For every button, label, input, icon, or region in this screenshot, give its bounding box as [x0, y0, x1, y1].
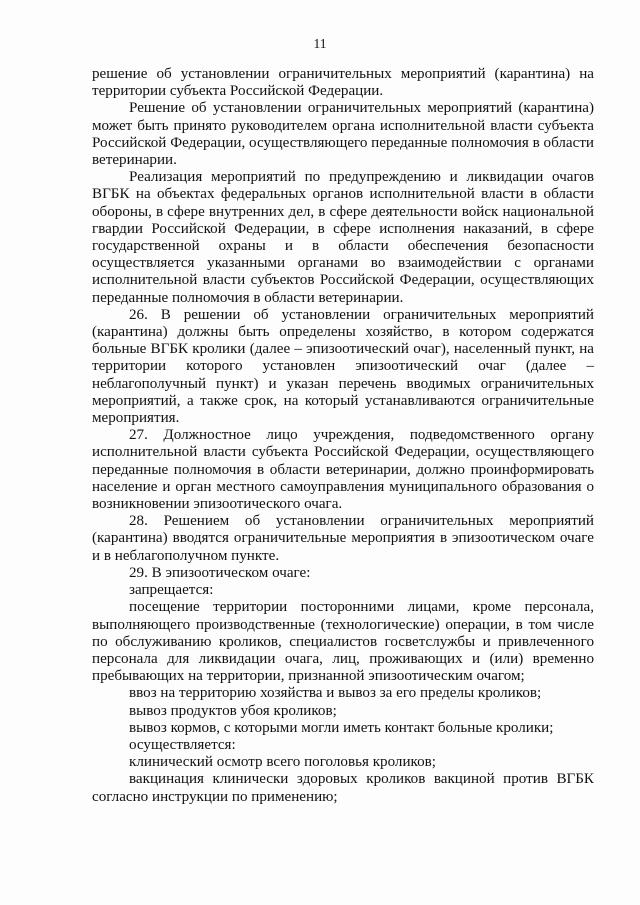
- document-body: [92, 66, 594, 806]
- paragraph: 26. В решении об установлении ограничительных мероприятий (карантина) должны быть определены хозяйство, в котором содержатся больные ВГБК кролики (далее – эпизоотический очаг), населенный пункт, на территории которого установлен эпизоотический очаг (далее – неблагополучный пункт) и указан перечень вводимых ограничительных мероприятий, а также срок, на который устанавливаются ограничительные мероприятия.: [92, 306, 594, 427]
- paragraph: ввоз на территорию хозяйства и вывоз за его пределы кроликов;: [129, 685, 542, 702]
- paragraph: 29. В эпизоотическом очаге:: [129, 564, 311, 581]
- paragraph: 27. Должностное лицо учреждения, подведомственного органу исполнительной власти субъекта Российской Федерации, осуществляющего переданные полномочия в области ветеринарии, должно проинформировать население и орган местного самоуправления муниципального образования о возникновении эпизоотического очага.: [92, 427, 594, 513]
- paragraph: 28. Решением об установлении ограничительных мероприятий (карантина) вводятся ограничительные мероприятия в эпизоотическом очаге и в неблагополучном пункте.: [92, 513, 594, 564]
- paragraph: вывоз продуктов убоя кроликов;: [129, 702, 337, 719]
- paragraph: клинический осмотр всего поголовья кроликов;: [129, 754, 436, 771]
- paragraph: Решение об установлении ограничительных мероприятий (карантина) может быть принято руководителем органа исполнительной власти субъекта Российской Федерации, осуществляющего переданные полномочия в области ветеринарии.: [92, 100, 594, 169]
- paragraph: вакцинация клинически здоровых кроликов вакциной против ВГБК согласно инструкции по применению;: [92, 771, 594, 805]
- paragraph: осуществляется:: [129, 736, 236, 753]
- paragraph: решение об установлении ограничительных мероприятий (карантина) на территории субъекта Российской Федерации.: [92, 66, 594, 100]
- paragraph: Реализация мероприятий по предупреждению и ликвидации очагов ВГБК на объектах федеральных органов исполнительной власти в области обороны, в сфере внутренних дел, в сфере деятельности войск национальной гвардии Российской Федерации, в сфере исполнения наказаний, в сфере государственной охраны и в области обеспечения безопасности осуществляется указанными органами во взаимодействии с органами исполнительной власти субъектов Российской Федерации, осуществляющих переданные полномочия в области ветеринарии.: [92, 169, 594, 306]
- page-number: 11: [313, 36, 327, 51]
- paragraph: посещение территории посторонними лицами, кроме персонала, выполняющего производственные (технологические) операции, в том числе по обслуживанию кроликов, специалистов госветслужбы и привлеченного персонала для ликвидации очага, лиц, проживающих и (или) временно пребывающих на территории, признанной эпизоотическим очагом;: [92, 599, 594, 685]
- paragraph: запрещается:: [129, 582, 214, 599]
- paragraph: вывоз кормов, с которыми могли иметь контакт больные кролики;: [129, 719, 554, 736]
